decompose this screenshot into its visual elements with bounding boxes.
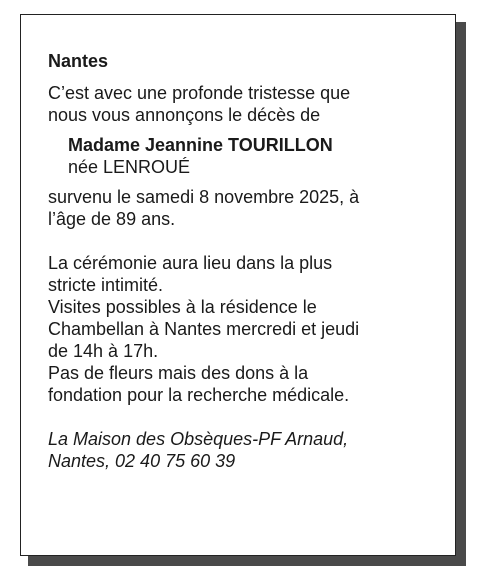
signature-line: Nantes, 02 40 75 60 39 <box>48 451 236 471</box>
signature-line: La Maison des Obsèques-PF Arnaud, <box>48 429 349 449</box>
funeral-home-signature <box>48 428 418 472</box>
ceremony-line: La cérémonie aura lieu dans la plus <box>48 253 333 273</box>
death-info-line: l’âge de 89 ans. <box>48 209 176 229</box>
intro-line: nous vous annonçons le décès de <box>48 105 321 125</box>
ceremony-line: stricte intimité. <box>48 275 164 295</box>
deceased-name: Madame Jeannine TOURILLON <box>68 135 333 155</box>
death-info-line: survenu le samedi 8 novembre 2025, à <box>48 187 360 207</box>
flowers-line: fondation pour la recherche médicale. <box>48 385 350 405</box>
flowers-text <box>48 362 418 406</box>
spacer <box>48 230 418 252</box>
city-heading: Nantes <box>48 51 109 71</box>
flowers-line: Pas de fleurs mais des dons à la <box>48 363 309 383</box>
intro-text <box>48 82 418 126</box>
visits-line: de 14h à 17h. <box>48 341 159 361</box>
notice-content <box>48 50 418 472</box>
intro-line: C’est avec une profonde tristesse que <box>48 83 351 103</box>
visits-text <box>48 296 418 362</box>
deceased-block <box>68 134 418 178</box>
visits-line: Visites possibles à la résidence le <box>48 297 317 317</box>
ceremony-text <box>48 252 418 296</box>
visits-line: Chambellan à Nantes mercredi et jeudi <box>48 319 360 339</box>
death-info <box>48 186 418 230</box>
maiden-name: née LENROUÉ <box>68 157 191 177</box>
